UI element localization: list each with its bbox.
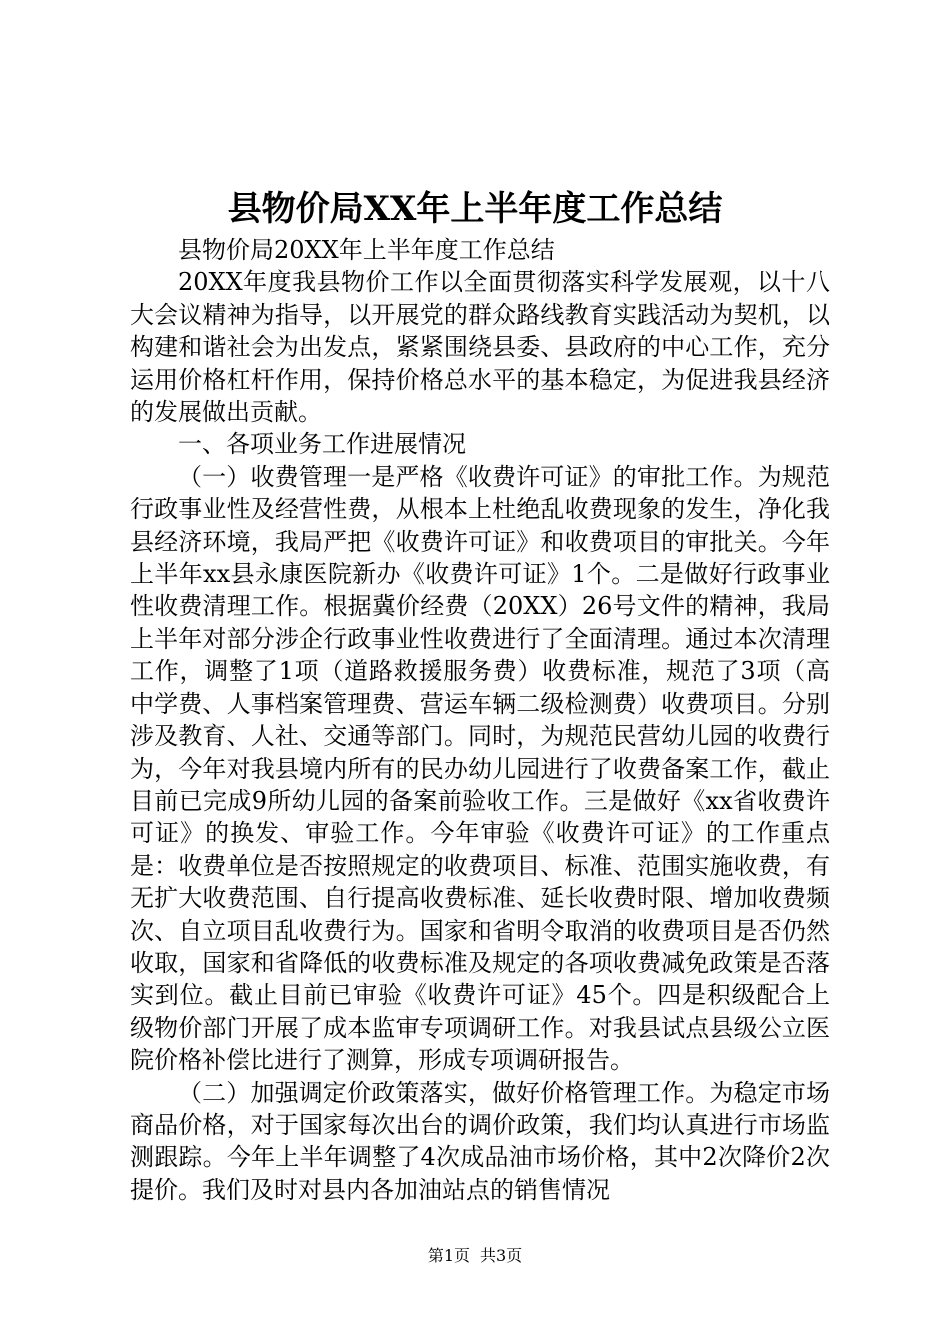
document-title: 县物价局XX年上半年度工作总结 <box>227 189 723 229</box>
page-total: 共3页 <box>480 1246 523 1265</box>
paragraph-subtitle: 县物价局20XX年上半年度工作总结 <box>178 236 555 264</box>
paragraph-price-management: （二）加强调定价政策落实，做好价格管理工作。为稳定市场商品价格，对于国家每次出台的调价政策，我们均认真进行市场监测跟踪。今年上半年调整了4次成品油市场价格，其中2次降价2次提价。我们及时对县内各加油站点的销售情况 <box>130 1078 830 1204</box>
section-heading: 一、各项业务工作进展情况 <box>178 430 466 459</box>
page-footer <box>0 1244 950 1268</box>
page-number: 第1页 <box>427 1246 470 1265</box>
paragraph-fee-management: （一）收费管理一是严格《收费许可证》的审批工作。为规范行政事业性及经营性费，从根本上杜绝乱收费现象的发生，净化我县经济环境，我局严把《收费许可证》和收费项目的审批关。今年上半年xx县永康医院新办《收费许可证》1个。二是做好行政事业性收费清理工作。根据冀价经费（20XX）26号文件的精神，我局上半年对部分涉企行政事业性收费进行了全面清理。通过本次清理工作，调整了1项（道路救援服务费）收费标准，规范了3项（高中学费、人事档案管理费、营运车辆二级检测费）收费项目。分别涉及教育、人社、交通等部门。同时，为规范民营幼儿园的收费行为，今年对我县境内所有的民办幼儿园进行了收费备案工作，截止目前已完成9所幼儿园的备案前验收工作。三是做好《xx省收费许可证》的换发、审验工作。今年审验《收费许可证》的工作重点是：收费单位是否按照规定的收费项目、标准、范围实施收费，有无扩大收费范围、自行提高收费标准、延长收费时限、增加收费频次、自立项目乱收费行为。国家和省明令取消的收费项目是否仍然收取，国家和省降低的收费标准及规定的各项收费减免政策是否落实到位。截止目前已审验《收费许可证》45个。四是积级配合上级物价部门开展了成本监审专项调研工作。对我县试点县级公立医院价格补偿比进行了测算，形成专项调研报告。 <box>130 462 830 1075</box>
paragraph-intro: 20XX年度我县物价工作以全面贯彻落实科学发展观，以十八大会议精神为指导，以开展党的群众路线教育实践活动为契机，以构建和谐社会为出发点，紧紧围绕县委、县政府的中心工作，充分运用价格杠杆作用，保持价格总水平的基本稳定，为促进我县经济的发展做出贡献。 <box>130 268 830 427</box>
document-body <box>130 234 830 1206</box>
